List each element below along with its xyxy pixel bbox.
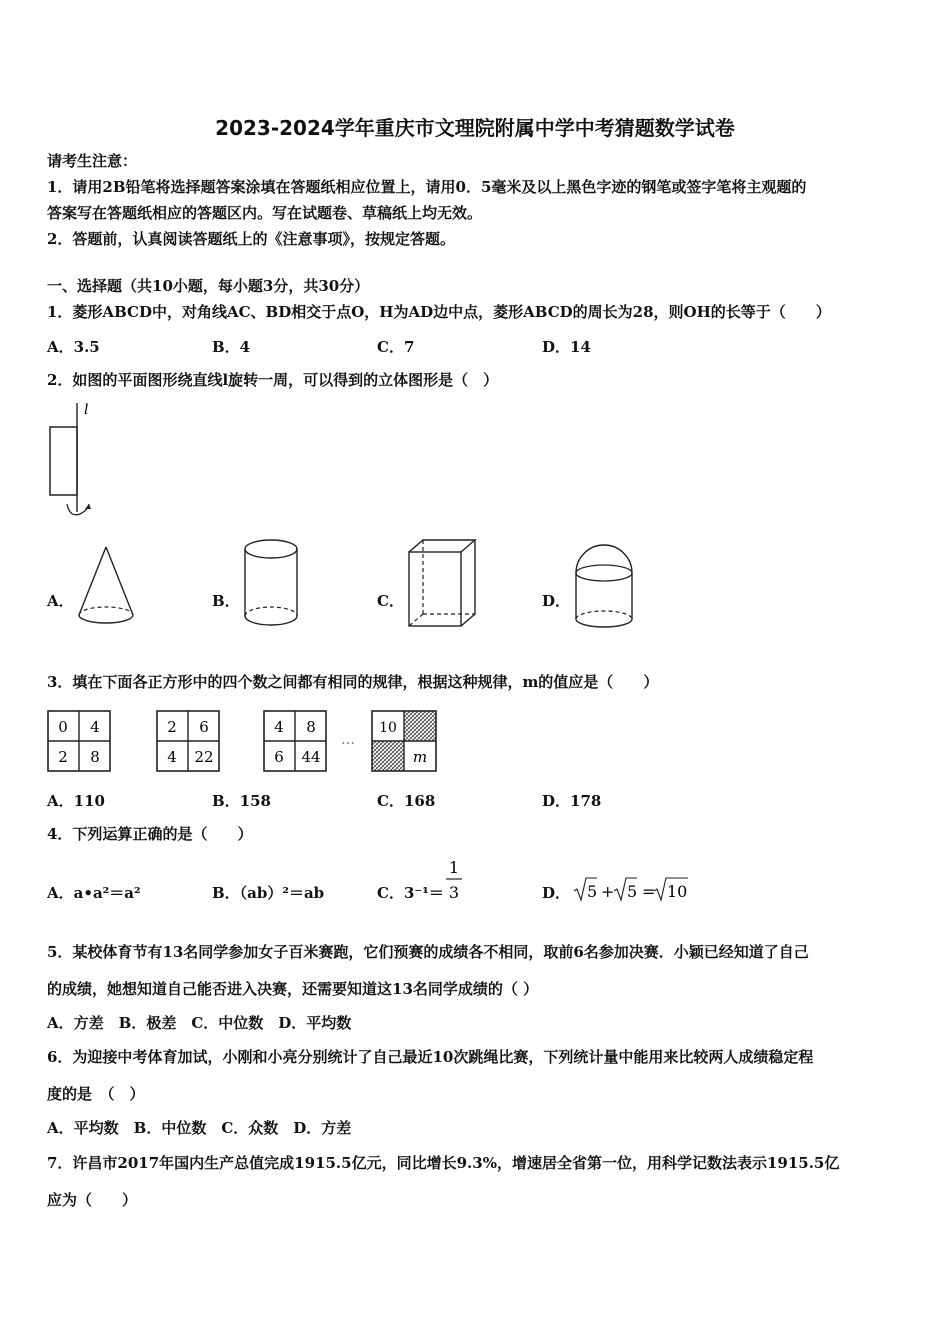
svg-text:3: 3 (448, 883, 460, 902)
q2-option-d: D． (542, 592, 571, 610)
q3-square-3 (263, 710, 327, 772)
q1-option-b: B．4 (212, 338, 251, 356)
square-2-top-right: 6 (199, 718, 209, 736)
square-2-bottom-left: 4 (167, 748, 177, 766)
q4-text: 4．下列运算正确的是（ ） (47, 825, 253, 843)
q2-plane-figure (40, 400, 110, 525)
q2-option-b: B． (212, 592, 240, 610)
q4-option-a: A．a•a²＝a² (47, 884, 141, 902)
q3-square-2 (156, 710, 220, 772)
q3-square-1 (47, 710, 111, 772)
page-title: 2023-2024学年重庆市文理院附属中学中考猜题数学试卷 (215, 116, 735, 140)
q3-ellipsis (336, 730, 360, 750)
square-1-top-left: 0 (58, 718, 68, 736)
square-1-bottom-right: 8 (90, 748, 100, 766)
radicand-1: 5 (587, 882, 598, 901)
svg-text:…: … (341, 732, 355, 748)
q4-fraction-one-third (443, 856, 467, 906)
square-2-bottom-right: 22 (194, 748, 214, 766)
notice-heading: 请考生注意： (47, 152, 138, 170)
q7-line-1: 7．许昌市2017年国内生产总值完成1915.5亿元，同比增长9.3%，增速居全省第一位，用科学记数法表示1915.5亿 (47, 1154, 840, 1172)
arrow-head-icon (85, 504, 91, 509)
q2-text: 2．如图的平面图形绕直线l旋转一周，可以得到的立体图形是（ ） (47, 371, 499, 389)
q3-option-a: A．110 (47, 792, 105, 810)
q3-option-d: D．178 (542, 792, 602, 810)
square-3-bottom-right: 44 (301, 748, 321, 766)
svg-text:1: 1 (448, 858, 460, 877)
q3-square-4 (371, 710, 437, 772)
notice-line-1b: 答案写在答题纸相应的答题区内。写在试题卷、草稿纸上均无效。 (47, 204, 483, 222)
q4-radical-expression (572, 874, 692, 904)
q1-option-c: C．7 (377, 338, 415, 356)
q6-line-1: 6．为迎接中考体育加试，小刚和小亮分别统计了自己最近10次跳绳比赛，下列统计量中能用来比较两人成绩稳定程 (47, 1048, 814, 1066)
plus-sign: + (601, 882, 615, 901)
q1-option-a: A．3.5 (47, 338, 100, 356)
square-4-top-left: 10 (379, 720, 397, 736)
cylinder-figure (242, 538, 302, 630)
square-3-top-right: 8 (306, 718, 316, 736)
q2-option-a: A． (47, 592, 74, 610)
q4-option-c: C．3⁻¹＝ (377, 884, 444, 902)
equals-sign: = (642, 882, 656, 901)
rectangle-shape (50, 427, 77, 495)
q1-option-d: D．14 (542, 338, 591, 356)
radicand-2: 5 (627, 882, 638, 901)
radicand-3: 10 (667, 882, 688, 901)
hemisphere-cylinder-figure (573, 543, 635, 631)
square-1-bottom-left: 2 (58, 748, 68, 766)
q6-options: A．平均数 B．中位数 C．众数 D．方差 (47, 1119, 352, 1137)
rotation-arrow-icon (67, 504, 89, 515)
notice-line-2: 2．答题前，认真阅读答题纸上的《注意事项》，按规定答题。 (47, 230, 455, 248)
q1-text: 1．菱形ABCD中，对角线AC、BD相交于点O，H为AD边中点，菱形ABCD的周长为28，则OH的长等于（ ） (47, 303, 831, 321)
q4-option-b: B．（ab）²＝ab (212, 884, 325, 902)
q7-line-2: 应为（ ） (47, 1191, 138, 1209)
q5-options: A．方差 B．极差 C．中位数 D．平均数 (47, 1014, 352, 1032)
q4-option-d: D． (542, 884, 571, 902)
square-2-top-left: 2 (167, 718, 177, 736)
axis-label: l (84, 402, 89, 418)
section-heading: 一、选择题（共10小题，每小题3分，共30分） (47, 277, 370, 295)
q3-text: 3．填在下面各正方形中的四个数之间都有相同的规律，根据这种规律，m的值应是（ ） (47, 673, 659, 691)
square-4-bottom-right: m (412, 748, 428, 766)
square-3-bottom-left: 6 (274, 748, 284, 766)
hatched-cell-bottom-left (372, 741, 404, 771)
square-1-top-right: 4 (90, 718, 100, 736)
q5-line-1: 5．某校体育节有13名同学参加女子百米赛跑，它们预赛的成绩各不相同，取前6名参加决赛．小颖已经知道了自己 (47, 943, 809, 961)
q3-option-c: C．168 (377, 792, 436, 810)
q5-line-2: 的成绩，她想知道自己能否进入决赛，还需要知道这13名同学成绩的（ ） (47, 980, 539, 998)
notice-line-1a: 1．请用2B铅笔将选择题答案涂填在答题纸相应位置上，请用0．5毫米及以上黑色字迹的钢笔或签字笔将主观题的 (47, 178, 807, 196)
square-3-top-left: 4 (274, 718, 284, 736)
q6-line-2: 度的是 （ ） (47, 1085, 145, 1103)
cuboid-figure (406, 538, 478, 630)
hatched-cell-top-right (404, 711, 436, 741)
cone-figure (76, 545, 138, 629)
q2-option-c: C． (377, 592, 404, 610)
q3-option-b: B．158 (212, 792, 271, 810)
